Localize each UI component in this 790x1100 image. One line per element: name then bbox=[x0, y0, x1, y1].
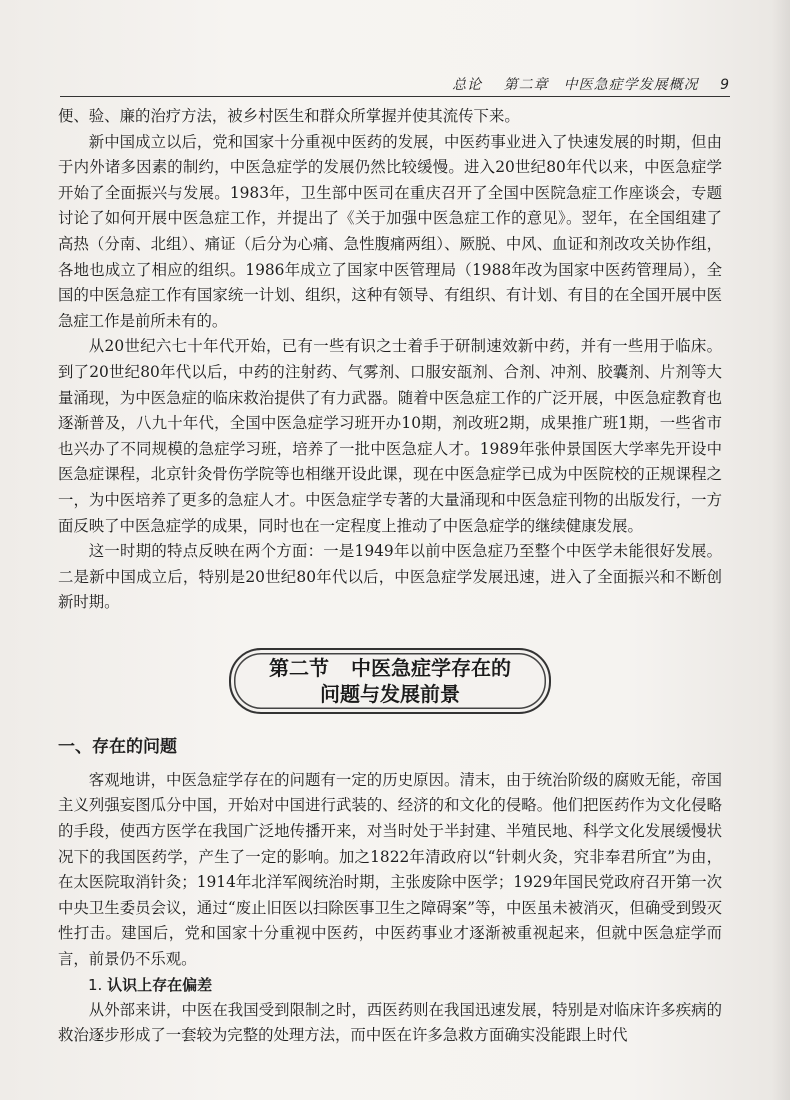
section-title-box bbox=[229, 648, 551, 714]
page-edge-shadow bbox=[772, 0, 790, 1100]
paragraph-5: 客观地讲，中医急症学存在的问题有一定的历史原因。清末，由于统治阶级的腐败无能，帝国主义列强妄图瓜分中国，开始对中国进行武装的、经济的和文化的侵略。他们把医药作为文化侵略的手段，使西方医学在我国广泛地传播开来，对当时处于半封建、半殖民地、科学文化发展缓慢状况下的我国医药学，产生了一定的影响。加之1822年清政府以“针刺火灸，究非奉君所宜”为由，在太医院取消针灸；1914年北洋军阀统治时期，主张废除中医学；1929年国民党政府召开第一次中央卫生委员会议，通过“废止旧医以扫除医事卫生之障碍案”等，中医虽未被消灭，但确受到毁灭性打击。建国后，党和国家十分重视中医药，中医药事业才逐渐被重视起来，但就中医急症学而言，前景仍不乐观。 bbox=[58, 770, 722, 969]
paragraph-2: 新中国成立以后，党和国家十分重视中医药的发展，中医药事业进入了快速发展的时期，但由于内外诸多因素的制约，中医急症学的发展仍然比较缓慢。进入20世纪80年代以来，中医急症学开始了全面振兴与发展。1983年，卫生部中医司在重庆召开了全国中医院急症工作座谈会，专题讨论了如何开展中医急症工作，并提出了《关于加强中医急症工作的意见》。翌年，在全国组建了高热（分南、北组）、痛证（后分为心痛、急性腹痛两组）、厥脱、中风、血证和剂改攻关协作组，各地也成立了相应的组织。1986年成立了国家中医管理局（1988年改为国家中医药管理局），全国的中医急症工作有国家统一计划、组织，这种有领导、有组织、有计划、有目的在全国开展中医急症工作是前所未有的。 bbox=[58, 132, 722, 330]
heading-existing-problems: 一、存在的问题 bbox=[58, 736, 177, 757]
section-title-line2: 问题与发展前景 bbox=[320, 681, 460, 706]
page-number: 9 bbox=[720, 77, 730, 93]
paragraph-3: 从20世纪六七十年代开始，已有一些有识之士着手于研制速效新中药，并有一些用于临床。到了20世纪80年代以后，中药的注射药、气雾剂、口服安瓿剂、合剂、冲剂、胶囊剂、片剂等大量涌现，为中医急症的临床救治提供了有力武器。随着中医急症工作的广泛开展，中医急症教育也逐渐普及，八九十年代，全国中医急症学习班开办10期，剂改班2期，成果推广班1期，一些省市也兴办了不同规模的急症学习班，培养了一批中医急症人才。1989年张仲景国医大学率先开设中医急症课程，北京针灸骨伤学院等也相继开设此课，现在中医急症学已成为中医院校的正规课程之一，为中医培养了更多的急症人才。中医急症学专著的大量涌现和中医急症刊物的出版发行，一方面反映了中医急症学的成果，同时也在一定程度上推动了中医急症学的继续健康发展。 bbox=[58, 337, 722, 535]
section-title-line1: 中医急症学存在的 bbox=[351, 655, 511, 680]
header-chapter: 第二章 中医急症学发展概况 bbox=[503, 77, 699, 93]
section-number: 第二节 bbox=[269, 655, 329, 680]
paragraph-1: 便、验、廉的治疗方法，被乡村医生和群众所掌握并使其流传下来。 bbox=[58, 107, 520, 125]
subheading-title: 认识上存在偏差 bbox=[107, 975, 213, 994]
page-body bbox=[58, 104, 722, 1049]
header-part: 总论 bbox=[452, 77, 483, 93]
running-header bbox=[60, 74, 730, 97]
subheading-cognitive-bias bbox=[58, 973, 722, 998]
paragraph-4: 这一时期的特点反映在两个方面：一是1949年以前中医急症乃至整个中医学未能很好发展。二是新中国成立后，特别是20世纪80年代以后，中医急症学发展迅速，进入了全面振兴和不断创新时期。 bbox=[58, 542, 722, 612]
paragraph-6: 从外部来讲，中医在我国受到限制之时，西医药则在我国迅速发展，特别是对临床许多疾病的救治逐步形成了一套较为完整的处理方法，而中医在许多急救方面确实没能跟上时代 bbox=[58, 1000, 722, 1045]
subheading-number: 1. bbox=[88, 975, 108, 994]
